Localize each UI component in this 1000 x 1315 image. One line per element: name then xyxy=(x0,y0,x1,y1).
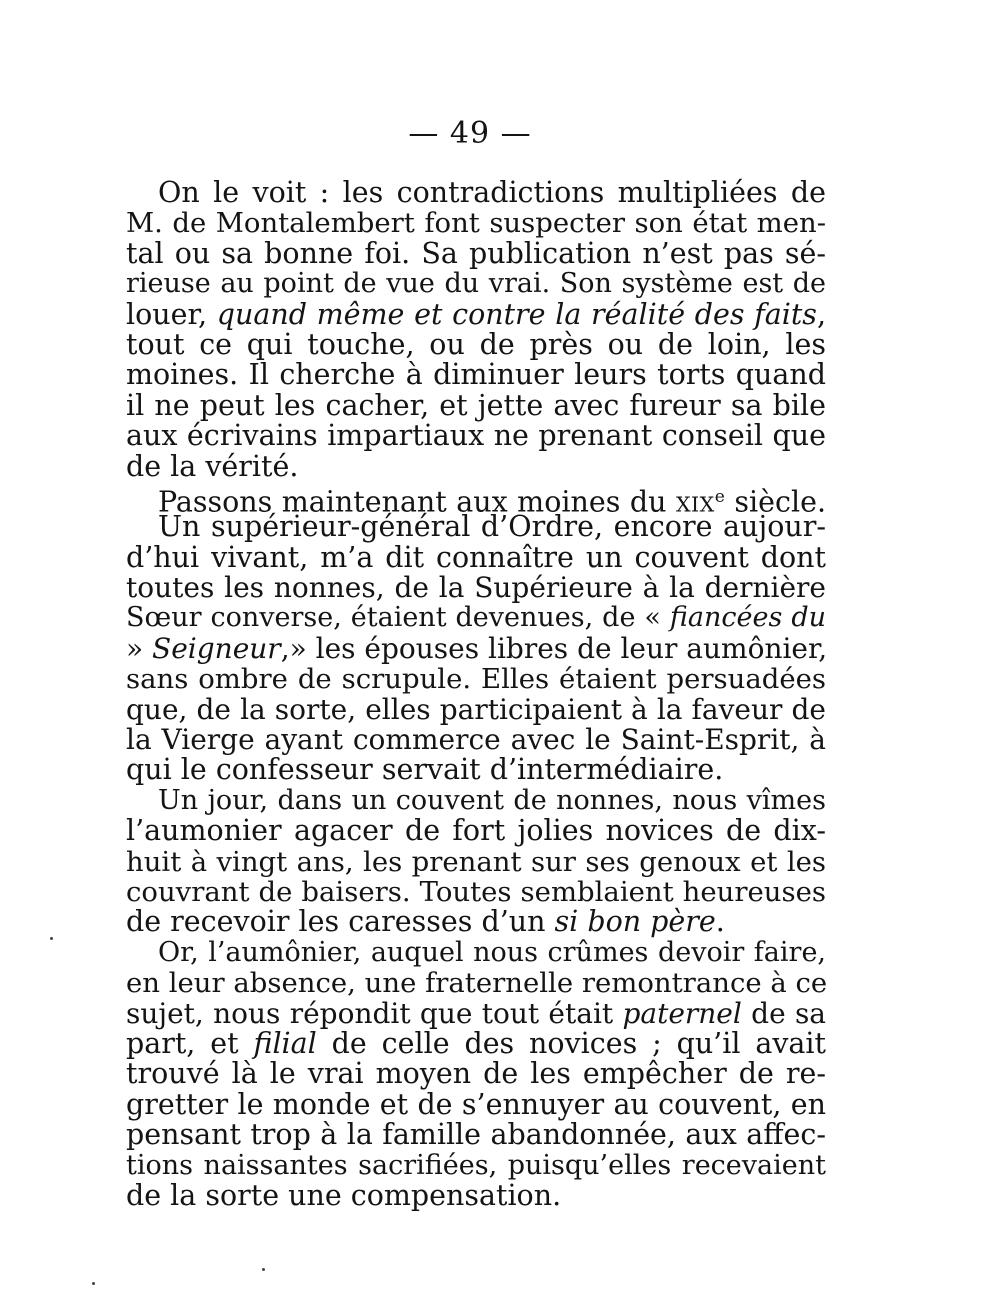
line-text: siècle. xyxy=(724,485,827,519)
line-text: tal ou sa bonne foi. Sa publication n’est pas sé- xyxy=(126,236,826,270)
text-line xyxy=(126,208,826,238)
text-line xyxy=(126,1178,826,1212)
body-text xyxy=(126,178,826,1211)
line-text: de la vérité. xyxy=(126,449,299,483)
text-line xyxy=(126,573,826,603)
text-line xyxy=(126,421,826,451)
text-line xyxy=(126,938,826,968)
text-line xyxy=(126,847,826,877)
page-number: — 49 — xyxy=(408,116,532,151)
text-line xyxy=(126,755,826,785)
line-text: il ne peut les cacher, et jette avec fureur sa bile xyxy=(126,388,826,422)
line-text: gretter le monde et de s’ennuyer au couvent, en xyxy=(126,1087,826,1121)
italic-text: fiancées du xyxy=(669,602,826,634)
text-line xyxy=(126,1087,826,1121)
line-text: e xyxy=(714,486,725,507)
line-text: » xyxy=(126,631,153,665)
text-line xyxy=(126,786,826,816)
line-text: Or, l’aumônier, auquel nous crûmes devoir faire, xyxy=(158,936,826,968)
line-text: M. de Montalembert font suspecter son état men- xyxy=(126,207,826,240)
italic-text: si bon père xyxy=(554,905,716,939)
text-line xyxy=(126,388,826,422)
text-line xyxy=(126,178,826,208)
text-line xyxy=(126,631,828,665)
text-line xyxy=(126,1151,826,1181)
line-text: couvrant de baisers. Toutes semblaient heureuses xyxy=(126,875,826,908)
line-text: qui le confesseur servait d’intermédiaire. xyxy=(126,753,724,787)
text-line xyxy=(126,512,826,542)
italic-text: paternel xyxy=(622,996,742,1030)
line-text: sans ombre de scrupule. Elles étaient persuadées xyxy=(126,663,826,696)
line-text: XIX xyxy=(675,492,715,517)
text-line xyxy=(126,603,826,633)
italic-text: filial xyxy=(253,1026,317,1060)
text-line xyxy=(126,968,826,998)
line-text: que, de la sorte, elles participaient à la faveur de xyxy=(126,692,826,726)
line-text: de sa xyxy=(741,996,827,1030)
line-text: part, et xyxy=(126,1026,254,1060)
line-text: , xyxy=(816,297,827,331)
line-text: huit à vingt ans, les prenant sur ses genoux et les xyxy=(126,845,826,878)
line-text: ,» les épouses libres de leur aumônier, xyxy=(280,631,828,665)
text-line xyxy=(126,482,827,519)
text-line xyxy=(126,692,826,726)
line-text: Un supérieur-général d’Ordre, encore aujour- xyxy=(158,510,826,544)
text-line xyxy=(126,540,826,574)
text-line xyxy=(126,327,826,361)
line-text: pensant trop à la famille abandonnée, aux affec- xyxy=(126,1118,826,1152)
line-text: de celle des novices ; qu’il avait xyxy=(316,1026,826,1060)
line-text: On le voit : les contradictions multipliées de xyxy=(158,176,826,209)
text-line xyxy=(126,269,826,299)
text-line xyxy=(126,907,826,937)
line-text: sujet, nous répondit que tout était xyxy=(126,996,623,1030)
scan-speck xyxy=(92,1282,95,1285)
text-line xyxy=(126,816,826,846)
line-text: l’aumonier agacer de fort jolies novices de dix- xyxy=(126,814,826,848)
line-text: aux écrivains impartiaux ne prenant conseil que xyxy=(126,419,826,453)
text-line xyxy=(126,297,827,331)
line-text: Sœur converse, étaient devenues, de « xyxy=(126,602,670,634)
line-text: . xyxy=(715,905,725,939)
line-text: Un jour, dans un couvent de nonnes, nous vîmes xyxy=(158,784,826,816)
line-text: de recevoir les caresses d’un xyxy=(126,905,555,939)
line-text: en leur absence, une fraternelle remontrance à ce xyxy=(126,967,828,1000)
text-line xyxy=(126,236,826,270)
text-line xyxy=(126,725,826,755)
line-text: la Vierge ayant commerce avec le Saint-Esprit, à xyxy=(126,723,826,757)
italic-text: quand même et contre la réalité des faits xyxy=(216,297,817,331)
text-line xyxy=(126,877,826,907)
italic-text: Seigneur xyxy=(152,631,281,665)
line-text: toutes les nonnes, de la Supérieure à la dernière xyxy=(126,571,826,605)
line-text: tout ce qui touche, ou de près ou de loin, les xyxy=(126,327,826,361)
line-text: trouvé là le vrai moyen de les empêcher de re- xyxy=(126,1057,826,1091)
line-text: tions naissantes sacrifiées, puisqu’elles recevaient xyxy=(126,1149,826,1181)
text-line xyxy=(126,449,826,483)
text-line xyxy=(126,360,826,390)
text-line xyxy=(126,1026,826,1060)
line-text: moines. Il cherche à diminuer leurs torts quand xyxy=(126,358,826,392)
scan-speck xyxy=(262,1268,265,1271)
line-text: Passons maintenant aux moines du xyxy=(158,485,676,519)
text-line xyxy=(126,1059,826,1089)
line-text: d’hui vivant, m’a dit connaître un couvent dont xyxy=(126,540,826,574)
text-line xyxy=(126,664,826,694)
scan-speck xyxy=(50,937,53,940)
line-text: de la sorte une compensation. xyxy=(126,1178,562,1212)
line-text: louer, xyxy=(126,297,217,331)
line-text: rieuse au point de vue du vrai. Son système est de xyxy=(126,268,826,300)
text-line xyxy=(126,1120,826,1150)
text-line xyxy=(126,996,827,1030)
